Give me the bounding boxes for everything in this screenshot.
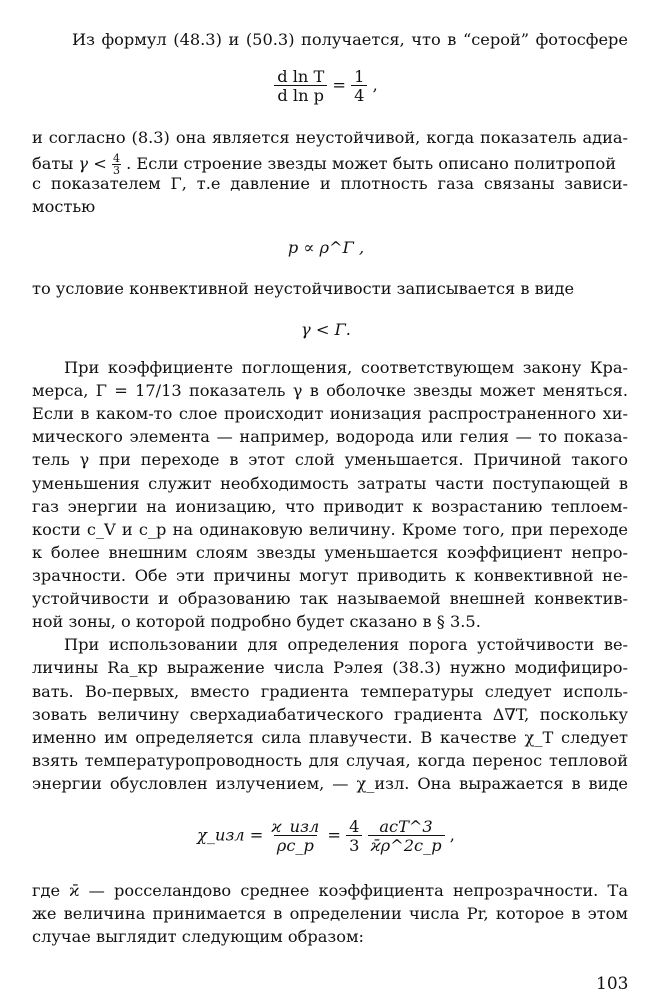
text-line: При коэффициенте поглощения, соответствующем закону Кра- bbox=[64, 358, 628, 377]
math-expression: γ < Γ. bbox=[301, 320, 351, 339]
equals-sign: = bbox=[332, 75, 346, 95]
text-line: Если в каком-то слое происходит ионизация распространенного хи- bbox=[32, 404, 628, 423]
text-line: устойчивости и образованию так называемой внешней конвектив- bbox=[32, 589, 628, 608]
fraction bbox=[268, 818, 322, 854]
text-line: вать. Во-первых, вместо градиента температуры следует исполь- bbox=[32, 682, 628, 701]
fraction bbox=[351, 68, 367, 104]
fraction bbox=[368, 818, 445, 854]
equation-gamma-less-Gamma bbox=[0, 322, 652, 338]
page-number: 103 bbox=[596, 974, 629, 994]
comma: , bbox=[372, 75, 378, 95]
numerator: 1 bbox=[354, 67, 365, 86]
text-line: газ энергии на ионизацию, что приводит к возрастанию теплоем- bbox=[32, 497, 628, 516]
numerator: acT^3 bbox=[379, 817, 433, 836]
text-line: где ϰ̄ — росселандово среднее коэффициента непрозрачности. Та bbox=[32, 881, 628, 900]
text-line: взять температуропроводность для случая, когда перенос тепловой bbox=[32, 751, 628, 770]
text-line: и согласно (8.3) она является неустойчивой, когда показатель адиа- bbox=[32, 128, 628, 147]
equals-sign: = bbox=[327, 825, 341, 845]
math-expression: p ∝ ρ^Γ , bbox=[287, 238, 365, 257]
text-line: случае выглядит следующим образом: bbox=[32, 927, 364, 946]
text-line: тель γ при переходе в этот слой уменьшается. Причиной такого bbox=[32, 450, 628, 469]
comma: , bbox=[449, 825, 455, 845]
denominator: d ln p bbox=[274, 85, 327, 104]
text-line: именно им определяется сила плавучести. В качестве χ_T следует bbox=[32, 728, 628, 747]
text-line: кости c_V и c_p на одинаковую величину. Кроме того, при переходе bbox=[32, 520, 628, 539]
text-span: баты bbox=[32, 154, 74, 173]
denominator: ρc_p bbox=[274, 835, 317, 854]
text-line: зрачности. Обе эти причины могут приводить к конвективной не- bbox=[32, 566, 628, 585]
text-line-with-math bbox=[32, 153, 628, 176]
text-line: уменьшения служит необходимость затраты части поступающей в bbox=[32, 474, 628, 493]
denominator: ϰ̄ρ^2c_p bbox=[368, 835, 445, 854]
numerator: ϰ_изл bbox=[271, 817, 320, 836]
text-line: с показателем Γ, т.е давление и плотность газа связаны зависи- bbox=[32, 174, 628, 193]
numerator: d ln T bbox=[277, 67, 325, 86]
text-line: личины Ra_кр выражение числа Рэлея (38.3) нужно модифициро- bbox=[32, 658, 628, 677]
text-line: то условие конвективной неустойчивости записывается в виде bbox=[32, 279, 575, 298]
math-lhs: χ_изл = bbox=[197, 825, 264, 845]
text-line: к более внешним слоям звезды уменьшается коэффициент непро- bbox=[32, 543, 628, 562]
denominator: 4 bbox=[351, 85, 367, 104]
denominator: 3 bbox=[346, 835, 362, 854]
text-line: мического элемента — например, водорода или гелия — то показа- bbox=[32, 427, 628, 446]
equation-dlnT-dlnp bbox=[0, 68, 652, 104]
text-span: . Если строение звезды может быть описано политропой bbox=[126, 154, 617, 173]
fraction-four-thirds bbox=[112, 153, 121, 176]
numerator: 4 bbox=[349, 817, 360, 836]
numerator: 4 bbox=[112, 152, 120, 165]
math-gamma-less: γ < bbox=[78, 154, 107, 173]
text-line: мерса, Γ = 17/13 показатель γ в оболочке звезды может меняться. bbox=[32, 381, 628, 400]
fraction bbox=[274, 68, 327, 104]
text-line: мостью bbox=[32, 197, 96, 216]
text-line: зовать величину сверхадиабатического градиента Δ∇T, поскольку bbox=[32, 705, 628, 724]
denominator: 3 bbox=[112, 164, 120, 177]
equation-polytrope bbox=[0, 240, 652, 256]
equation-chi-rad bbox=[0, 818, 652, 854]
text-line: При использовании для определения порога устойчивости ве- bbox=[64, 635, 628, 654]
text-line: энергии обусловлен излучением, — χ_изл. Она выражается в виде bbox=[32, 774, 628, 793]
text-line: Из формул (48.3) и (50.3) получается, что в “серой” фотосфере bbox=[72, 30, 628, 49]
fraction bbox=[346, 818, 362, 854]
text-line: ной зоны, о которой подробно будет сказано в § 3.5. bbox=[32, 612, 481, 631]
text-line: же величина принимается в определении числа Pr, которое в этом bbox=[32, 904, 628, 923]
